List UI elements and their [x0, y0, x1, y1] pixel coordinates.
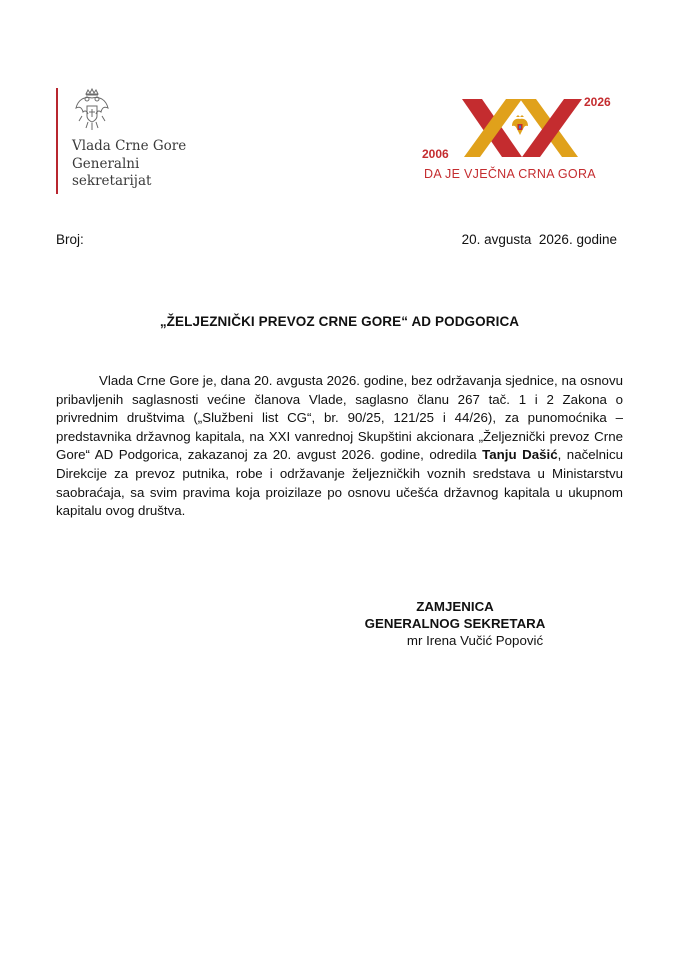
document-number-label: Broj: — [56, 232, 84, 247]
government-header — [56, 86, 206, 194]
coat-of-arms-icon — [72, 86, 112, 134]
signatory-name: mr Irena Vučić Popović — [406, 633, 544, 648]
document-body — [56, 372, 623, 521]
document-title: „ŽELJEZNIČKI PREVOZ CRNE GORE“ AD PODGORICA — [159, 314, 520, 329]
gov-line-2: Generalni — [72, 155, 140, 172]
year-end: 2026 — [584, 95, 611, 109]
red-divider-line — [56, 88, 58, 194]
gov-line-1: Vlada Crne Gore — [72, 138, 187, 154]
anniversary-slogan: DA JE VJEČNA CRNA GORA — [424, 167, 596, 181]
anniversary-logo — [418, 93, 626, 189]
appointee-name: Tanju Dašić — [482, 447, 558, 463]
body-text-part-1: Vlada Crne Gore je, dana 20. avgusta 2026. godine, bez održavanja sjednice, na osnovu pribavljenih saglasnosti većine članova Vlade, saglasno članu 267 tač. 1 i 2 Zakona o privrednim društvima („Službeni list CG“, br. 90/25, 121/25 i 44/26), za punomoćnika – predstavnika državnog kapitala, na XXI vanrednoj Skupštini akcionara „Željeznički prevoz Crne Gore“ AD Podgorica, zakazanoj za 20. avgust 2026. godine, odredila — [56, 373, 623, 463]
signature-title-line-1: ZAMJENICA — [416, 599, 494, 614]
document-date: 20. avgusta 2026. godine — [461, 232, 617, 247]
body-text-part-2: , načelnicu Direkcije za prevoz putnika, robe i održavanje željezničkih voznih sredstava u Ministarstvu saobraćaja, sa svim pravima koja proizilaze po osnovu učešća državnog kapitala u ukupnom kapitalu ovog društva. — [56, 447, 623, 519]
gov-line-3: sekretarijat — [72, 173, 152, 189]
signature-block — [340, 598, 570, 649]
government-name — [72, 138, 186, 191]
signature-title-line-2: GENERALNOG SEKRETARA — [364, 616, 546, 631]
year-start: 2006 — [422, 147, 449, 161]
